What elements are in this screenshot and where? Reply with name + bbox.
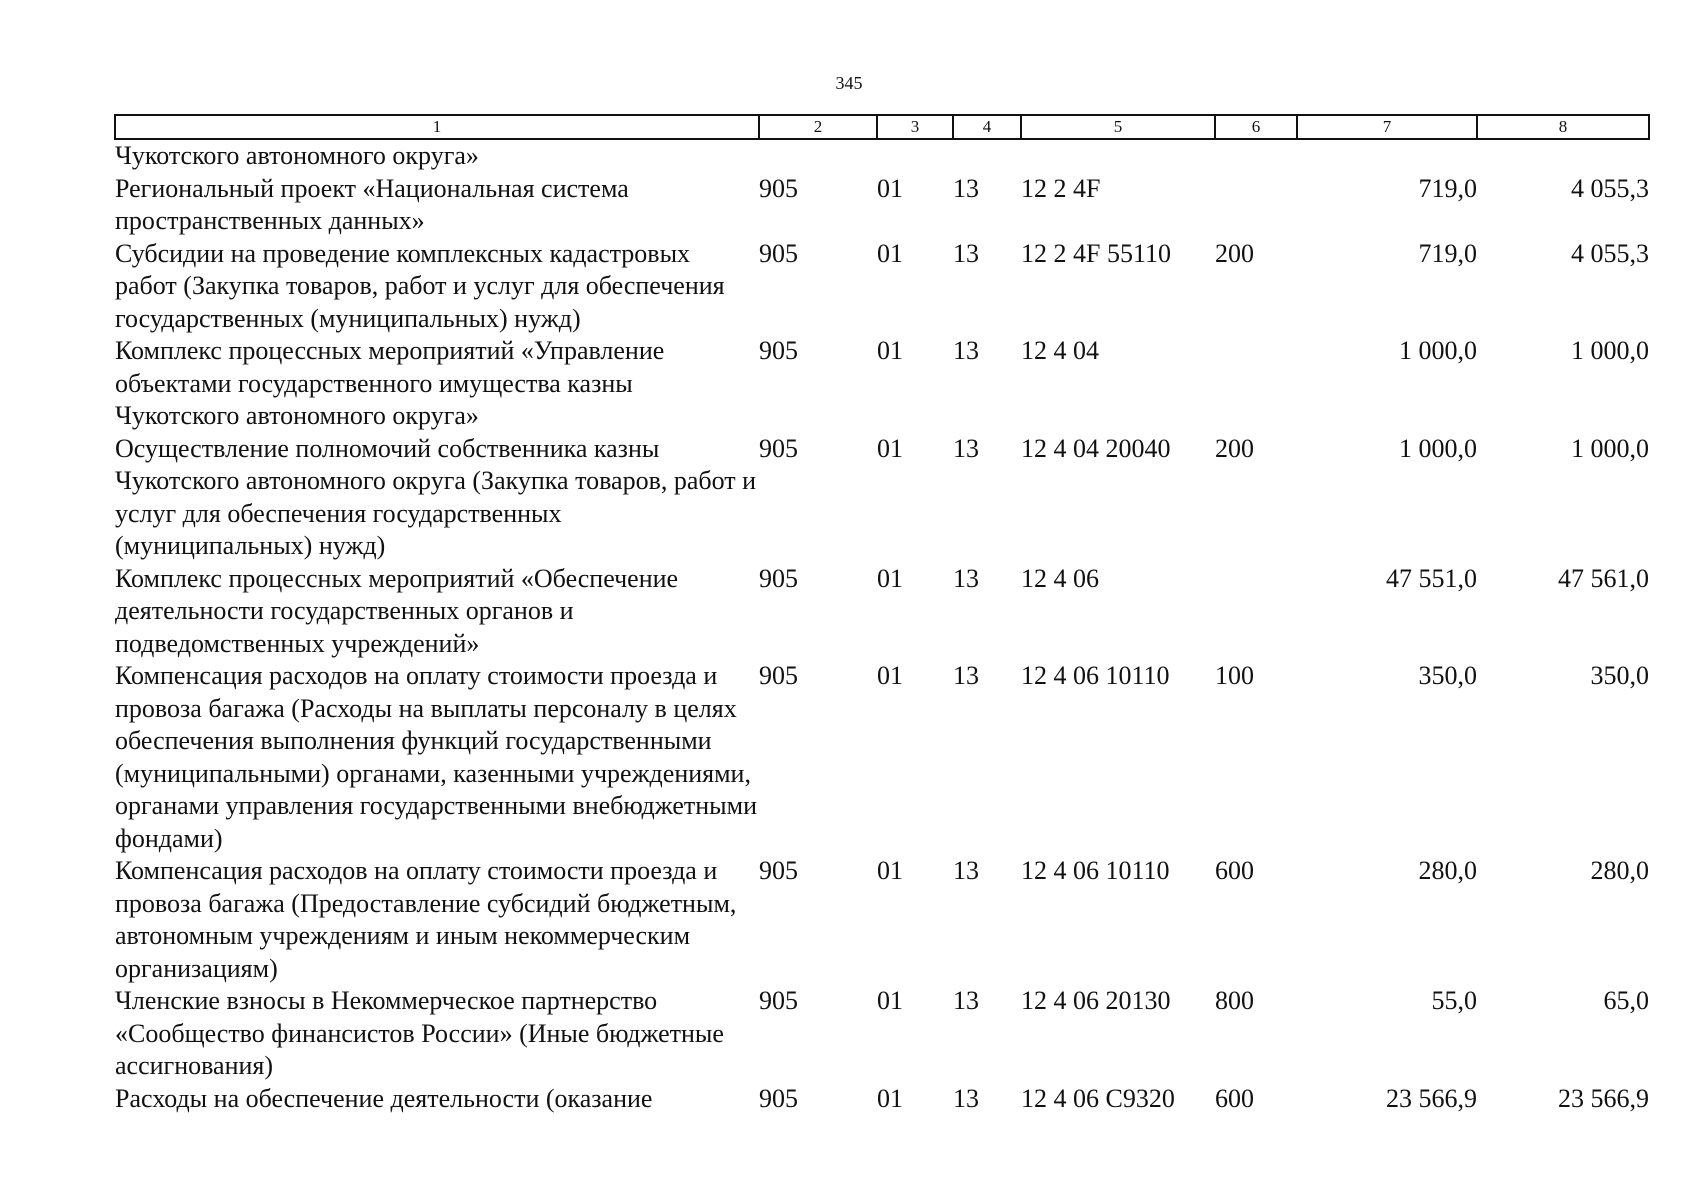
row-section: 01 xyxy=(877,336,903,365)
table-row xyxy=(115,335,1649,433)
row-admin-code: 905 xyxy=(759,856,798,885)
row-target-article: 12 4 04 xyxy=(1021,336,1099,365)
row-name: Чукотского автономного округа» xyxy=(115,141,479,170)
row-name: Компенсация расходов на оплату стоимости проезда и провоза багажа (Расходы на выплаты персоналу в целях обеспечения выполнения функций государственными (муниципальными) органами, казенными учреждениями, органами управления государственными внебюджетными фондами) xyxy=(115,661,758,853)
column-header-8: 8 xyxy=(1477,115,1649,139)
row-amount-2: 1 000,0 xyxy=(1571,336,1649,365)
column-header-2: 2 xyxy=(759,115,877,139)
row-name: Осуществление полномочий собственника казны Чукотского автономного округа (Закупка товаров, работ и услуг для обеспечения государственных (муниципальных) нужд) xyxy=(115,433,757,560)
row-target-article xyxy=(1021,139,1215,173)
row-amount-1: 280,0 xyxy=(1418,856,1477,885)
row-target-article: 12 4 06 C9320 xyxy=(1021,1083,1175,1113)
row-target-article: 12 2 4F 55110 xyxy=(1021,238,1171,268)
row-amount-2: 280,0 xyxy=(1590,856,1649,885)
row-admin-code: 905 xyxy=(759,173,798,203)
row-subsection xyxy=(953,139,1021,173)
row-expense-type xyxy=(1215,335,1297,433)
table-row xyxy=(115,238,1649,336)
row-admin-code: 905 xyxy=(759,986,798,1015)
row-amount-2: 65,0 xyxy=(1603,986,1649,1015)
row-expense-type: 100 xyxy=(1215,661,1254,690)
row-subsection: 13 xyxy=(953,238,979,268)
table-row xyxy=(115,855,1649,985)
row-target-article: 12 4 06 20130 xyxy=(1021,986,1171,1015)
row-expense-type xyxy=(1215,563,1297,661)
column-header-7: 7 xyxy=(1297,115,1477,139)
row-expense-type: 200 xyxy=(1215,238,1254,268)
column-header-4: 4 xyxy=(953,115,1021,139)
column-header-5: 5 xyxy=(1021,115,1215,139)
row-subsection: 13 xyxy=(953,856,979,885)
row-amount-1: 1 000,0 xyxy=(1399,336,1477,365)
row-amount-2: 4 055,3 xyxy=(1571,173,1649,203)
row-expense-type: 600 xyxy=(1215,1083,1254,1113)
row-amount-2: 4 055,3 xyxy=(1571,238,1649,268)
row-section: 01 xyxy=(877,1083,903,1113)
row-section: 01 xyxy=(877,173,903,203)
row-target-article: 12 4 06 xyxy=(1021,563,1099,593)
row-section xyxy=(877,139,953,173)
row-target-article: 12 4 06 10110 xyxy=(1021,856,1170,885)
row-target-article: 12 4 06 10110 xyxy=(1021,661,1170,690)
row-section: 01 xyxy=(877,433,903,463)
row-amount-2: 350,0 xyxy=(1590,661,1649,690)
row-expense-type: 800 xyxy=(1215,986,1254,1015)
row-amount-1: 350,0 xyxy=(1418,661,1477,690)
row-name: Расходы на обеспечение деятельности (оказание xyxy=(115,1083,653,1113)
row-amount-1: 23 566,9 xyxy=(1386,1083,1477,1113)
row-admin-code: 905 xyxy=(759,661,798,690)
row-amount-1: 1 000,0 xyxy=(1399,433,1477,463)
row-section: 01 xyxy=(877,563,903,593)
row-subsection: 13 xyxy=(953,986,979,1015)
table-row xyxy=(115,1083,1649,1116)
row-section: 01 xyxy=(877,661,903,690)
row-admin-code: 905 xyxy=(759,238,798,268)
row-expense-type xyxy=(1215,139,1297,173)
row-admin-code: 905 xyxy=(759,1083,798,1113)
table-row xyxy=(115,173,1649,238)
column-header-1: 1 xyxy=(115,115,759,139)
row-subsection: 13 xyxy=(953,336,979,365)
row-name: Комплекс процессных мероприятий «Управление объектами государственного имущества казны Чукотского автономного округа» xyxy=(115,336,665,430)
row-amount-2 xyxy=(1477,139,1649,173)
row-admin-code xyxy=(759,139,877,173)
table-row xyxy=(115,660,1649,855)
header-row xyxy=(115,115,1649,139)
budget-table xyxy=(114,114,1650,1115)
row-amount-1: 47 551,0 xyxy=(1386,563,1477,593)
row-name: Компенсация расходов на оплату стоимости проезда и провоза багажа (Предоставление субсидий бюджетным, автономным учреждениям и иным некоммерческим организациям) xyxy=(115,856,737,983)
row-expense-type: 200 xyxy=(1215,433,1254,463)
table-row xyxy=(115,563,1649,661)
row-subsection: 13 xyxy=(953,173,979,203)
table-row xyxy=(115,139,1649,173)
table-row xyxy=(115,985,1649,1083)
row-subsection: 13 xyxy=(953,563,979,593)
row-subsection: 13 xyxy=(953,1083,979,1113)
page-number: 345 xyxy=(835,73,863,93)
row-name: Субсидии на проведение комплексных кадастровых работ (Закупка товаров, работ и услуг для обеспечения государственных (муниципальных) нужд) xyxy=(115,238,725,333)
row-target-article: 12 2 4F xyxy=(1021,173,1101,203)
row-name: Членские взносы в Некоммерческое партнерство «Сообщество финансистов России» (Иные бюджетные ассигнования) xyxy=(115,986,724,1080)
column-header-3: 3 xyxy=(877,115,953,139)
row-section: 01 xyxy=(877,986,903,1015)
row-expense-type: 600 xyxy=(1215,856,1254,885)
row-admin-code: 905 xyxy=(759,336,798,365)
table-row xyxy=(115,433,1649,563)
row-name: Комплекс процессных мероприятий «Обеспечение деятельности государственных органов и подведомственных учреждений» xyxy=(115,563,679,658)
row-amount-2: 23 566,9 xyxy=(1558,1083,1649,1113)
column-header-6: 6 xyxy=(1215,115,1297,139)
row-subsection: 13 xyxy=(953,661,979,690)
row-section: 01 xyxy=(877,238,903,268)
row-amount-2: 1 000,0 xyxy=(1571,433,1649,463)
row-target-article: 12 4 04 20040 xyxy=(1021,433,1171,463)
row-expense-type xyxy=(1215,173,1297,238)
row-admin-code: 905 xyxy=(759,433,798,463)
row-subsection: 13 xyxy=(953,433,979,463)
row-section: 01 xyxy=(877,856,903,885)
row-amount-1: 719,0 xyxy=(1418,238,1477,268)
row-amount-1 xyxy=(1297,139,1477,173)
row-amount-1: 55,0 xyxy=(1431,986,1477,1015)
row-amount-1: 719,0 xyxy=(1418,173,1477,203)
row-amount-2: 47 561,0 xyxy=(1558,563,1649,593)
row-admin-code: 905 xyxy=(759,563,798,593)
row-name: Региональный проект «Национальная система пространственных данных» xyxy=(115,173,629,235)
